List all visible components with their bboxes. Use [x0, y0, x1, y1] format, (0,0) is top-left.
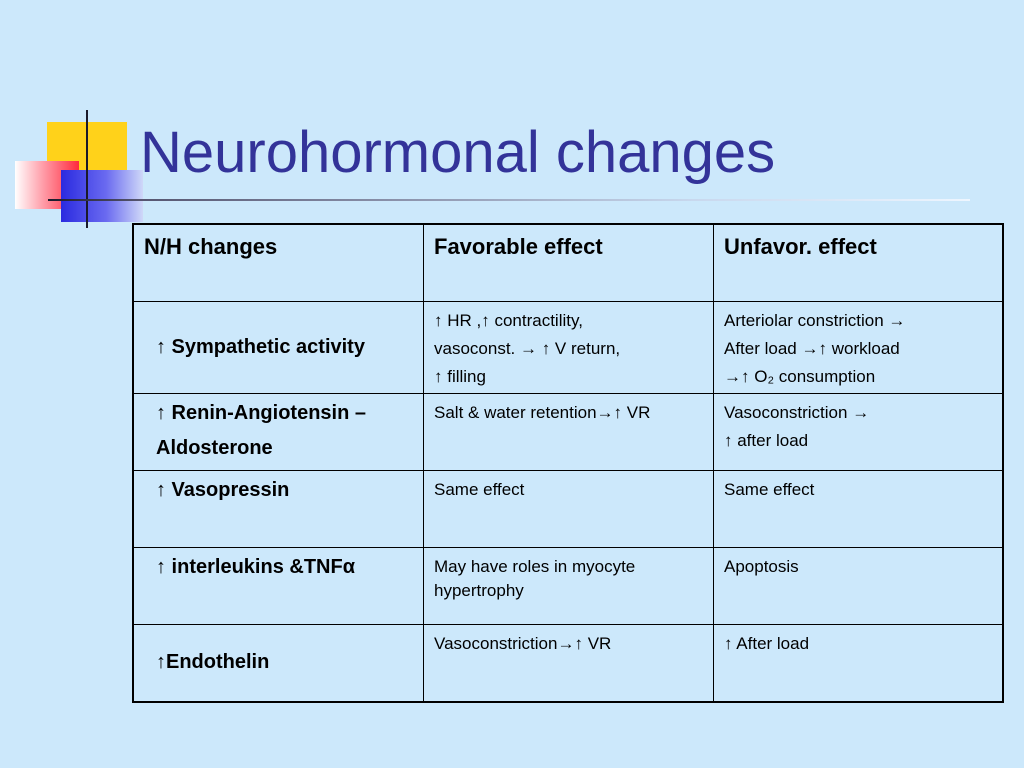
table-row — [133, 471, 1003, 548]
neurohormonal-table — [132, 223, 1004, 703]
row-unfavorable-cell: ↑ After load — [714, 625, 1004, 702]
row-unfavorable-cell: Same effect — [714, 471, 1004, 548]
table-row — [133, 302, 1003, 394]
decor-vertical-line — [86, 110, 88, 228]
row-unfavorable-cell: Vasoconstriction → ↑ after load — [714, 394, 1004, 471]
header-cell-changes: N/H changes — [133, 224, 424, 302]
row-change-cell: ↑ Sympathetic activity — [133, 302, 424, 394]
table-row — [133, 394, 1003, 471]
header-cell-favorable: Favorable effect — [424, 224, 714, 302]
row-favorable-cell: Salt & water retention→↑ VR — [424, 394, 714, 471]
table-row — [133, 548, 1003, 625]
row-unfavorable-cell: Arteriolar constriction → After load →↑ workload →↑ O₂ consumption — [714, 302, 1004, 394]
row-favorable-cell: ↑ HR ,↑ contractility, vasoconst. → ↑ V return, ↑ filling — [424, 302, 714, 394]
row-favorable-cell: Vasoconstriction→↑ VR — [424, 625, 714, 702]
table-header-row — [133, 224, 1003, 302]
row-favorable-cell: May have roles in myocyte hypertrophy — [424, 548, 714, 625]
row-change-cell: ↑ Vasopressin — [133, 471, 424, 548]
row-unfavorable-cell: Apoptosis — [714, 548, 1004, 625]
row-change-cell: ↑ interleukins &TNFα — [133, 548, 424, 625]
decor-blue-square — [61, 170, 143, 222]
row-favorable-cell: Same effect — [424, 471, 714, 548]
decor-horizontal-rule — [48, 199, 970, 201]
header-cell-unfavorable: Unfavor. effect — [714, 224, 1004, 302]
row-change-cell: ↑ Renin-Angiotensin – Aldosterone — [133, 394, 424, 471]
table-row — [133, 625, 1003, 702]
slide-title: Neurohormonal changes — [140, 120, 776, 185]
row-change-cell: ↑Endothelin — [133, 625, 424, 702]
